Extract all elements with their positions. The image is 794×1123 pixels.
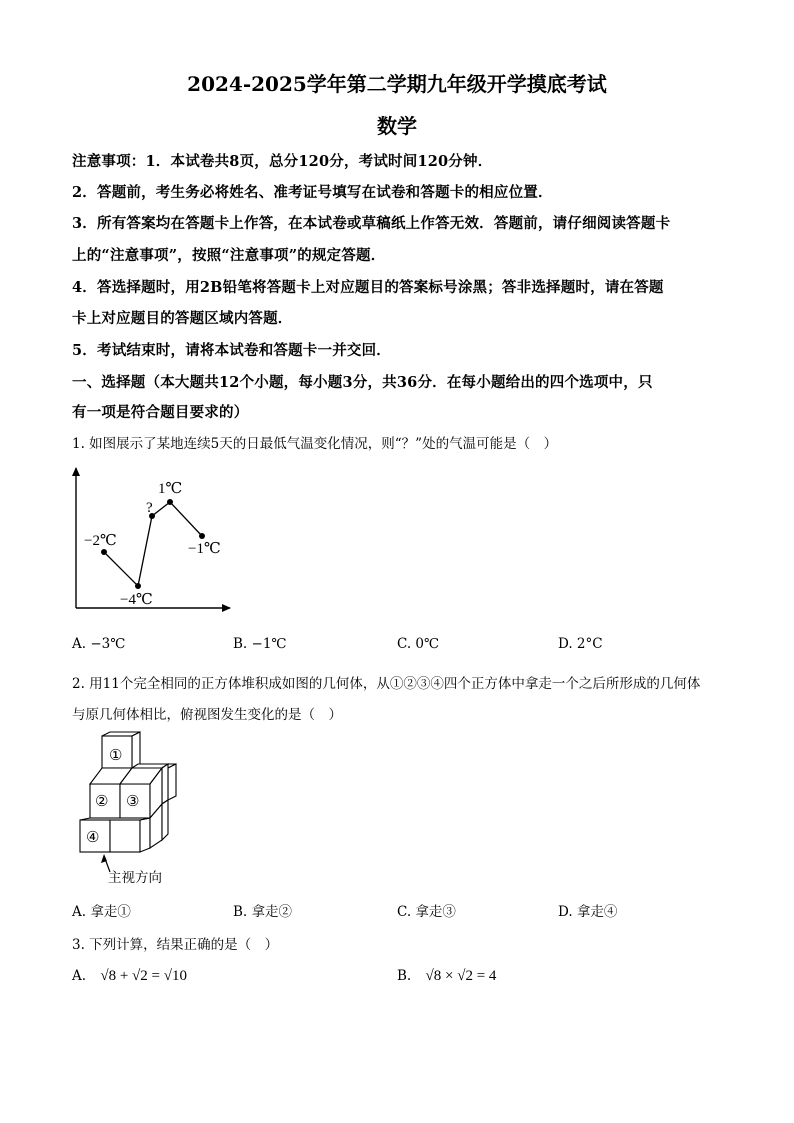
label-day-4: 1℃ bbox=[158, 481, 183, 497]
exam-title: 2024-2025学年第二学期九年级开学摸底考试 bbox=[187, 72, 607, 96]
point-day-2 bbox=[135, 583, 141, 589]
point-day-5 bbox=[199, 533, 205, 539]
note-line-3: 3．所有答案均在答题卡上作答，在本试卷或草稿纸上作答无效．答题前，请仔细阅读答题卡 bbox=[72, 215, 671, 232]
q1-option-a[interactable]: A. −3℃ bbox=[72, 636, 126, 652]
exam-subject: 数学 bbox=[377, 114, 417, 138]
cube-label-4: ④ bbox=[86, 830, 100, 846]
section-heading-line-2: 有一项是符合题目要求的） bbox=[72, 404, 249, 421]
q3-option-a-prefix: A. bbox=[72, 968, 87, 984]
cube-label-3: ③ bbox=[126, 794, 140, 810]
q3-option-a[interactable] bbox=[72, 968, 187, 985]
note-line-2: 2．答题前，考生务必将姓名、准考证号填写在试卷和答题卡的相应位置． bbox=[72, 184, 553, 201]
note-line-6: 卡上对应题目的答题区域内答题． bbox=[72, 310, 293, 327]
q3-stem: 3. 下列计算，结果正确的是（ ） bbox=[72, 937, 279, 953]
q1-option-b[interactable]: B. −1℃ bbox=[233, 636, 287, 652]
q2-stem-line-1: 2. 用11个完全相同的正方体堆积成如图的几何体，从①②③④四个正方体中拿走一个之后所形成的几何体 bbox=[72, 676, 701, 692]
q1-temperature-graph bbox=[62, 460, 252, 620]
q1-stem: 1. 如图展示了某地连续5天的日最低气温变化情况，则“？”处的气温可能是（ ） bbox=[72, 436, 558, 452]
label-day-5: −1℃ bbox=[188, 541, 221, 557]
q3-option-a-expression: √8 + √2 = √10 bbox=[100, 968, 187, 984]
q2-option-d[interactable]: D. 拿走④ bbox=[558, 904, 618, 920]
direction-label: 主视方向 bbox=[108, 870, 162, 886]
label-day-2: −4℃ bbox=[120, 592, 153, 608]
q1-option-c[interactable]: C. 0℃ bbox=[397, 636, 440, 652]
q3-option-b-prefix: B. bbox=[397, 968, 412, 984]
q2-stem-line-2: 与原几何体相比，俯视图发生变化的是（ ） bbox=[72, 707, 342, 723]
cube-label-2: ② bbox=[95, 794, 109, 810]
section-heading-line-1: 一、选择题（本大题共12个小题，每小题3分，共36分．在每小题给出的四个选项中，只 bbox=[72, 374, 653, 391]
note-line-5: 4．答选择题时，用2B铅笔将答题卡上对应题目的答案标号涂黑；答非选择题时，请在答题 bbox=[72, 279, 664, 296]
q2-option-b[interactable]: B. 拿走② bbox=[233, 904, 293, 920]
point-day-4 bbox=[167, 499, 173, 505]
q2-option-c[interactable]: C. 拿走③ bbox=[397, 904, 456, 920]
label-day-1: −2℃ bbox=[84, 533, 117, 549]
note-line-1: 注意事项：1．本试卷共8页，总分120分，考试时间120分钟． bbox=[72, 153, 493, 170]
point-day-1 bbox=[101, 549, 107, 555]
label-day-3: ? bbox=[146, 500, 153, 516]
cube-label-1: ① bbox=[109, 748, 123, 764]
note-line-7: 5．考试结束时，请将本试卷和答题卡一并交回． bbox=[72, 342, 391, 359]
q2-option-a[interactable]: A. 拿走① bbox=[72, 904, 131, 920]
note-line-4: 上的“注意事项”，按照“注意事项”的规定答题． bbox=[72, 247, 386, 264]
q3-option-b[interactable] bbox=[397, 968, 496, 985]
q1-option-d[interactable]: D. 2°C bbox=[558, 636, 603, 652]
q3-option-b-expression: √8 × √2 = 4 bbox=[425, 968, 497, 984]
